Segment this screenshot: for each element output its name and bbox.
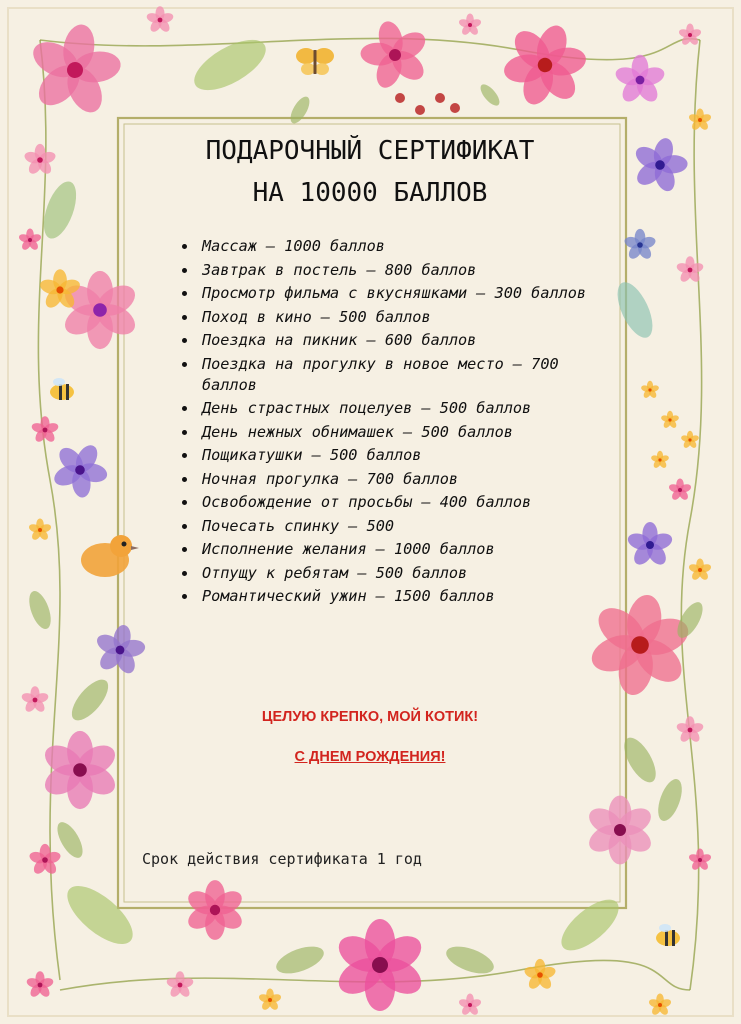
certificate-title-line2: НА 10000 БАЛЛОВ (252, 178, 488, 208)
reward-item: День нежных обнимашек – 500 баллов (176, 422, 596, 443)
flower-icon (660, 411, 679, 429)
bee-icon (656, 924, 680, 946)
flower-icon (625, 131, 695, 199)
bird-icon (81, 535, 139, 577)
flower-icon (89, 620, 150, 679)
reward-item: Исполнение желания – 1000 баллов (176, 539, 596, 560)
flower-icon (28, 844, 62, 876)
butterfly-icon (296, 48, 334, 75)
flower-icon (688, 559, 712, 582)
flower-icon (258, 989, 282, 1012)
flower-icon (523, 959, 557, 991)
flower-icon (25, 971, 54, 999)
flower-icon (668, 479, 692, 502)
flower-icon (650, 451, 669, 469)
vine-stroke (38, 40, 60, 980)
flower-icon (333, 919, 428, 1011)
reward-item: Поездка на пикник – 600 баллов (176, 330, 596, 351)
reward-item: Массаж – 1000 баллов (176, 236, 596, 257)
reward-item: Просмотр фильма с вкусняшками – 300 баллов (176, 283, 596, 304)
reward-item: Романтический ужин – 1500 баллов (176, 586, 596, 607)
leaf-icon (66, 674, 115, 726)
vine-stroke (681, 40, 701, 990)
reward-item: Завтрак в постель – 800 баллов (176, 260, 596, 281)
reward-item: Отпущу к ребятам – 500 баллов (176, 563, 596, 584)
flower-icon (30, 416, 59, 444)
reward-item: Поездка на прогулку в новое место – 700 баллов (176, 354, 596, 396)
flower-icon (623, 229, 657, 261)
reward-item: Освобождение от просьбы – 400 баллов (176, 492, 596, 513)
flower-icon (19, 16, 130, 124)
leaf-icon (443, 941, 498, 979)
reward-item: День страстных поцелуев – 500 баллов (176, 398, 596, 419)
flower-icon (491, 11, 600, 118)
flower-icon (613, 55, 666, 106)
leaf-icon (287, 94, 313, 127)
flower-icon (688, 849, 712, 872)
flower-icon (184, 880, 246, 940)
flower-icon (584, 796, 655, 865)
flower-icon (145, 6, 174, 34)
reward-item: Пощикатушки – 500 баллов (176, 445, 596, 466)
leaf-icon (653, 776, 686, 824)
flower-icon (688, 109, 712, 132)
leaf-icon (618, 733, 662, 787)
flower-icon (640, 381, 659, 399)
leaf-icon (58, 876, 142, 954)
certificate-title-line1: ПОДАРОЧНЫЙ СЕРТИФИКАТ (205, 136, 535, 166)
reward-item: Почесать спинку – 500 (176, 516, 596, 537)
flower-icon (680, 431, 699, 449)
bee-icon (50, 378, 74, 400)
flower-icon (675, 256, 704, 284)
reward-item: Ночная прогулка – 700 баллов (176, 469, 596, 490)
reward-item: Поход в кино – 500 баллов (176, 307, 596, 328)
flower-icon (165, 971, 194, 999)
flower-icon (23, 144, 57, 176)
validity-note: Срок действия сертификата 1 год (142, 850, 422, 868)
flower-icon (18, 229, 42, 252)
flower-icon (28, 519, 52, 542)
leaf-icon (25, 588, 55, 632)
leaf-icon (273, 941, 328, 979)
flower-icon (648, 994, 672, 1017)
flower-icon (626, 522, 674, 568)
flower-icon (458, 14, 482, 37)
flower-icon (678, 24, 702, 47)
flower-icon (20, 686, 49, 714)
wish-text: ЦЕЛУЮ КРЕПКО, МОЙ КОТИК! (261, 709, 479, 725)
rewards-list (176, 236, 596, 610)
leaf-icon (610, 277, 659, 343)
birthday-greeting: С ДНЕМ РОЖДЕНИЯ! (294, 749, 446, 765)
flower-icon (351, 12, 439, 98)
flower-icon (458, 994, 482, 1017)
leaf-icon (187, 30, 274, 100)
leaf-icon (553, 891, 626, 960)
leaf-icon (477, 81, 502, 108)
